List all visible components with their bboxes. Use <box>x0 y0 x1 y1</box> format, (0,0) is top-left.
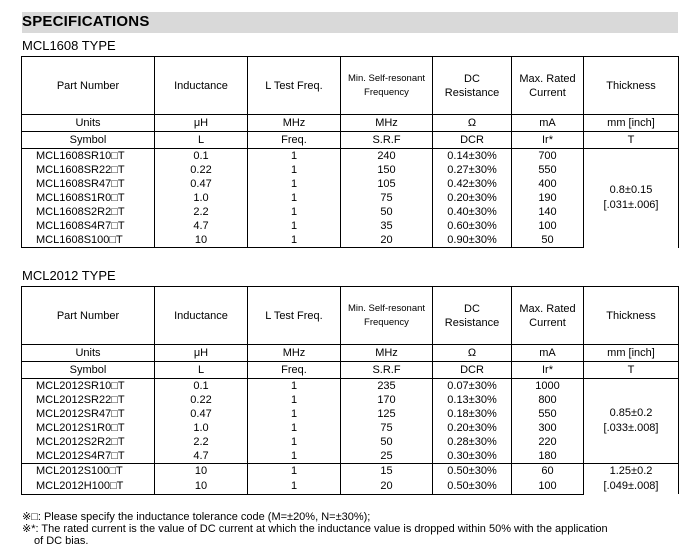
table-row <box>22 379 679 394</box>
table-row <box>22 464 679 479</box>
units-cell: μH <box>155 345 248 362</box>
dcr-cell: 0.28±30% <box>433 435 512 449</box>
header-thickness: Thickness <box>584 287 679 345</box>
thickness-cell: 0.8±0.15 [.031±.006] <box>584 149 679 248</box>
symbol-cell: Freq. <box>248 362 341 379</box>
table-row <box>22 205 679 219</box>
header-rated-current: Max. Rated Current <box>512 287 584 345</box>
current-cell: 190 <box>512 191 584 205</box>
current-cell: 700 <box>512 149 584 164</box>
dcr-cell: 0.07±30% <box>433 379 512 394</box>
table-row <box>22 449 679 464</box>
current-cell: 300 <box>512 421 584 435</box>
footnote-tolerance: ※□: Please specify the inductance tolerance code (M=±20%, N=±30%); <box>22 511 371 523</box>
freq-cell: 1 <box>248 421 341 435</box>
freq-cell: 1 <box>248 177 341 191</box>
srf-cell: 50 <box>341 435 433 449</box>
symbol-cell: Symbol <box>22 132 155 149</box>
header-part-number: Part Number <box>22 287 155 345</box>
header-part-number: Part Number <box>22 57 155 115</box>
srf-cell: 20 <box>341 233 433 248</box>
units-row <box>22 115 679 132</box>
freq-cell: 1 <box>248 449 341 464</box>
freq-cell: 1 <box>248 149 341 164</box>
part-number-cell: MCL2012SR22□T <box>22 393 155 407</box>
inductance-cell: 10 <box>155 233 248 248</box>
current-cell: 180 <box>512 449 584 464</box>
units-cell: mA <box>512 115 584 132</box>
inductance-cell: 0.22 <box>155 393 248 407</box>
srf-cell: 105 <box>341 177 433 191</box>
symbol-row <box>22 132 679 149</box>
inductance-cell: 2.2 <box>155 205 248 219</box>
units-cell: mA <box>512 345 584 362</box>
thickness-cell: 1.25±0.2 [.049±.008] <box>584 464 679 495</box>
inductance-cell: 1.0 <box>155 421 248 435</box>
part-number-cell: MCL1608S2R2□T <box>22 205 155 219</box>
part-number-cell: MCL2012SR10□T <box>22 379 155 394</box>
footnote-rated-current: ※*: The rated current is the value of DC current at which the inductance value is dropped within 50% with the application <box>22 523 608 535</box>
freq-cell: 1 <box>248 393 341 407</box>
header-inductance: Inductance <box>155 57 248 115</box>
header-l-test-freq: L Test Freq. <box>248 57 341 115</box>
table-row <box>22 177 679 191</box>
mcl1608-spec-table <box>21 56 679 248</box>
current-cell: 800 <box>512 393 584 407</box>
dcr-cell: 0.20±30% <box>433 191 512 205</box>
inductance-cell: 0.47 <box>155 177 248 191</box>
freq-cell: 1 <box>248 205 341 219</box>
units-cell: mm [inch] <box>584 115 679 132</box>
srf-cell: 170 <box>341 393 433 407</box>
freq-cell: 1 <box>248 163 341 177</box>
dcr-cell: 0.42±30% <box>433 177 512 191</box>
symbol-cell: DCR <box>433 132 512 149</box>
part-number-cell: MCL1608S100□T <box>22 233 155 248</box>
srf-cell: 235 <box>341 379 433 394</box>
srf-cell: 75 <box>341 421 433 435</box>
current-cell: 100 <box>512 479 584 494</box>
srf-cell: 50 <box>341 205 433 219</box>
freq-cell: 1 <box>248 219 341 233</box>
current-cell: 50 <box>512 233 584 248</box>
current-cell: 1000 <box>512 379 584 394</box>
part-number-cell: MCL2012S1R0□T <box>22 421 155 435</box>
table-row <box>22 219 679 233</box>
freq-cell: 1 <box>248 479 341 494</box>
part-number-cell: MCL2012S100□T <box>22 464 155 479</box>
freq-cell: 1 <box>248 379 341 394</box>
units-cell: Ω <box>433 115 512 132</box>
dcr-cell: 0.50±30% <box>433 479 512 494</box>
part-number-cell: MCL2012SR47□T <box>22 407 155 421</box>
dcr-cell: 0.60±30% <box>433 219 512 233</box>
srf-cell: 35 <box>341 219 433 233</box>
units-cell: μH <box>155 115 248 132</box>
table-row <box>22 233 679 248</box>
units-cell: Units <box>22 115 155 132</box>
table-row <box>22 435 679 449</box>
symbol-cell: T <box>584 132 679 149</box>
part-number-cell: MCL1608SR10□T <box>22 149 155 164</box>
dcr-cell: 0.18±30% <box>433 407 512 421</box>
header-row <box>22 57 679 115</box>
header-dc-resistance: DC Resistance <box>433 57 512 115</box>
part-number-cell: MCL1608SR47□T <box>22 177 155 191</box>
table-row <box>22 479 679 494</box>
section-title-bar <box>22 12 678 33</box>
inductance-cell: 0.1 <box>155 149 248 164</box>
symbol-cell: S.R.F <box>341 132 433 149</box>
freq-cell: 1 <box>248 233 341 248</box>
inductance-cell: 0.1 <box>155 379 248 394</box>
part-number-cell: MCL2012S4R7□T <box>22 449 155 464</box>
freq-cell: 1 <box>248 407 341 421</box>
inductance-cell: 2.2 <box>155 435 248 449</box>
symbol-cell: Symbol <box>22 362 155 379</box>
freq-cell: 1 <box>248 464 341 479</box>
part-number-cell: MCL2012S2R2□T <box>22 435 155 449</box>
dcr-cell: 0.27±30% <box>433 163 512 177</box>
symbol-cell: L <box>155 132 248 149</box>
srf-cell: 20 <box>341 479 433 494</box>
header-l-test-freq: L Test Freq. <box>248 287 341 345</box>
current-cell: 140 <box>512 205 584 219</box>
current-cell: 60 <box>512 464 584 479</box>
inductance-cell: 1.0 <box>155 191 248 205</box>
symbol-cell: S.R.F <box>341 362 433 379</box>
inductance-cell: 10 <box>155 464 248 479</box>
current-cell: 550 <box>512 163 584 177</box>
part-number-cell: MCL1608S1R0□T <box>22 191 155 205</box>
srf-cell: 75 <box>341 191 433 205</box>
units-cell: MHz <box>248 345 341 362</box>
symbol-row <box>22 362 679 379</box>
inductance-cell: 10 <box>155 479 248 494</box>
symbol-cell: Freq. <box>248 132 341 149</box>
inductance-cell: 4.7 <box>155 219 248 233</box>
footnote-rated-current-cont: of DC bias. <box>34 535 89 547</box>
symbol-cell: Ir* <box>512 132 584 149</box>
units-row <box>22 345 679 362</box>
header-srf: Min. Self-resonant Frequency <box>341 57 433 115</box>
header-srf: Min. Self-resonant Frequency <box>341 287 433 345</box>
dcr-cell: 0.20±30% <box>433 421 512 435</box>
units-cell: mm [inch] <box>584 345 679 362</box>
units-cell: MHz <box>248 115 341 132</box>
section-title: SPECIFICATIONS <box>22 13 150 30</box>
dcr-cell: 0.13±30% <box>433 393 512 407</box>
dcr-cell: 0.90±30% <box>433 233 512 248</box>
freq-cell: 1 <box>248 435 341 449</box>
srf-cell: 125 <box>341 407 433 421</box>
mcl2012-type-label: MCL2012 TYPE <box>22 268 116 283</box>
part-number-cell: MCL1608SR22□T <box>22 163 155 177</box>
dcr-cell: 0.14±30% <box>433 149 512 164</box>
mcl2012-spec-table <box>21 286 679 495</box>
inductance-cell: 4.7 <box>155 449 248 464</box>
table-row <box>22 393 679 407</box>
freq-cell: 1 <box>248 191 341 205</box>
dcr-cell: 0.30±30% <box>433 449 512 464</box>
table-row <box>22 191 679 205</box>
srf-cell: 15 <box>341 464 433 479</box>
symbol-cell: DCR <box>433 362 512 379</box>
srf-cell: 150 <box>341 163 433 177</box>
header-dc-resistance: DC Resistance <box>433 287 512 345</box>
symbol-cell: L <box>155 362 248 379</box>
current-cell: 400 <box>512 177 584 191</box>
part-number-cell: MCL1608S4R7□T <box>22 219 155 233</box>
dcr-cell: 0.50±30% <box>433 464 512 479</box>
header-inductance: Inductance <box>155 287 248 345</box>
header-row <box>22 287 679 345</box>
mcl1608-type-label: MCL1608 TYPE <box>22 38 116 53</box>
symbol-cell: T <box>584 362 679 379</box>
units-cell: MHz <box>341 345 433 362</box>
table-row <box>22 163 679 177</box>
footnotes <box>22 511 682 547</box>
table-row <box>22 421 679 435</box>
dcr-cell: 0.40±30% <box>433 205 512 219</box>
srf-cell: 25 <box>341 449 433 464</box>
header-rated-current: Max. Rated Current <box>512 57 584 115</box>
current-cell: 100 <box>512 219 584 233</box>
inductance-cell: 0.22 <box>155 163 248 177</box>
header-thickness: Thickness <box>584 57 679 115</box>
inductance-cell: 0.47 <box>155 407 248 421</box>
thickness-cell: 0.85±0.2 [.033±.008] <box>584 379 679 464</box>
table-row <box>22 407 679 421</box>
units-cell: Units <box>22 345 155 362</box>
units-cell: Ω <box>433 345 512 362</box>
table-row <box>22 149 679 164</box>
symbol-cell: Ir* <box>512 362 584 379</box>
part-number-cell: MCL2012H100□T <box>22 479 155 494</box>
srf-cell: 240 <box>341 149 433 164</box>
current-cell: 220 <box>512 435 584 449</box>
units-cell: MHz <box>341 115 433 132</box>
current-cell: 550 <box>512 407 584 421</box>
